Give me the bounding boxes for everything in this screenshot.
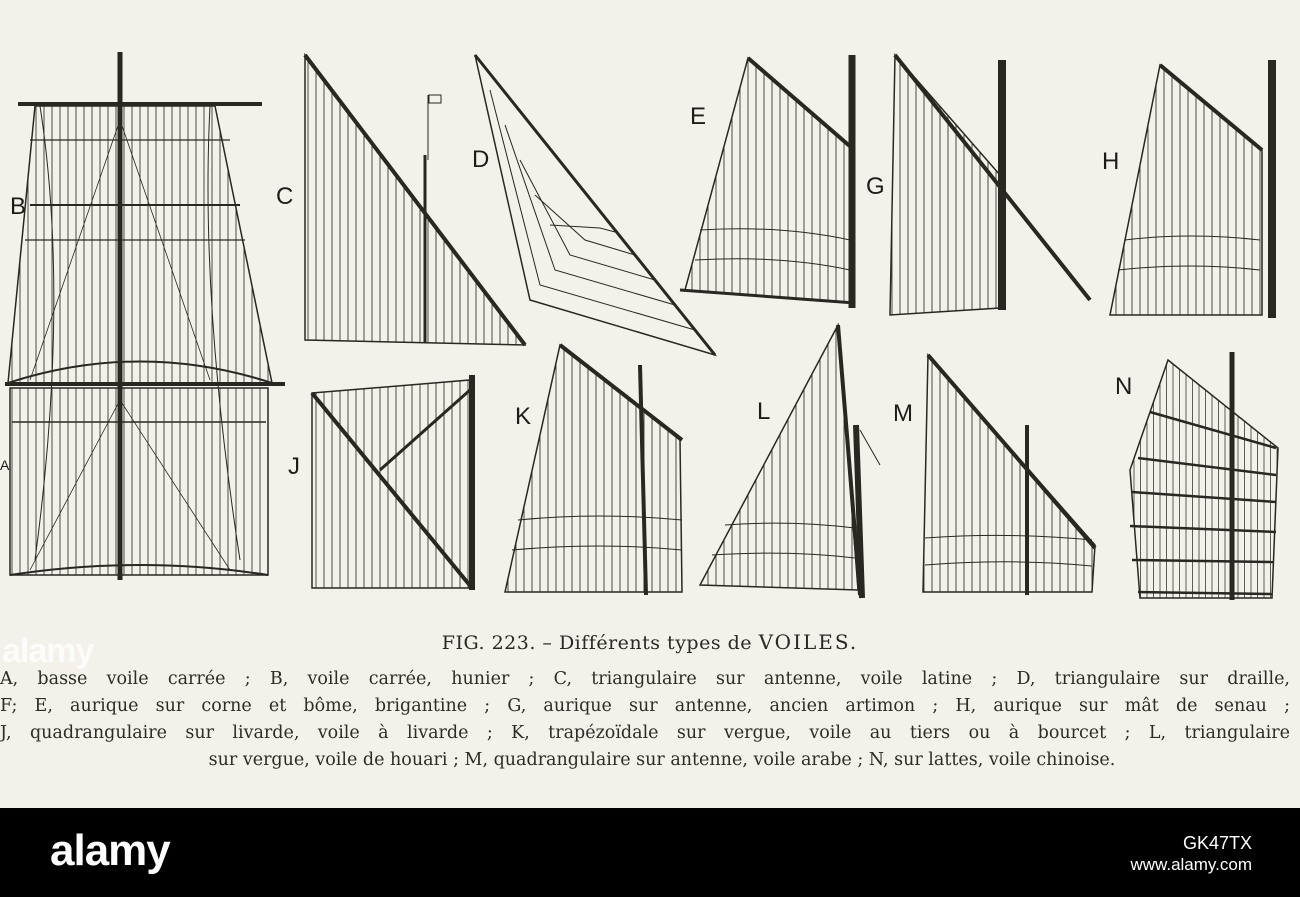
caption-line-4: sur vergue, voile de houari ; M, quadrangulaire sur antenne, voile arabe ; N, sur lattes, voile chinoise. (208, 750, 1116, 770)
sail-m-drawing (923, 355, 1095, 595)
figure-caption-text (0, 666, 1290, 774)
stock-image-id-block (1130, 832, 1252, 876)
alamy-logo: alamy (50, 826, 170, 875)
sail-e-drawing (680, 55, 855, 308)
label-g: G (866, 173, 885, 200)
label-j: J (288, 453, 300, 480)
figure-caption-title (0, 630, 1300, 654)
caption-line-2: F; E, aurique sur corne et bôme, brigantine ; G, aurique sur antenne, ancien artimon ; H, aurique sur mât de senau ; (0, 696, 1290, 716)
site-url: www.alamy.com (1130, 855, 1252, 874)
label-k: K (515, 403, 532, 430)
label-a: A (0, 457, 10, 473)
sail-l-drawing (700, 325, 880, 598)
caption-title-emph: VOILES. (758, 630, 859, 654)
sail-d-drawing (475, 55, 715, 355)
label-n: N (1115, 373, 1133, 400)
sail-k-drawing (505, 345, 682, 595)
sail-h-drawing (1110, 60, 1272, 318)
page-watermark: alamy (2, 632, 94, 670)
sail-j-drawing (312, 375, 472, 590)
label-c: C (276, 183, 294, 210)
label-e: E (690, 103, 707, 130)
label-b: B (10, 193, 27, 220)
image-id: GK47TX (1182, 833, 1252, 853)
sail-g-drawing (890, 55, 1090, 315)
stock-footer-bar (0, 808, 1300, 897)
label-d: D (472, 146, 490, 173)
caption-line-1: A, basse voile carrée ; B, voile carrée, hunier ; C, triangulaire sur antenne, voile latine ; D, triangulaire sur draille, (0, 669, 1290, 689)
square-sails-ab-drawing (5, 52, 285, 580)
sail-n-drawing (1130, 352, 1278, 600)
label-l: L (757, 398, 771, 425)
label-h: H (1102, 148, 1120, 175)
label-m: M (893, 400, 913, 427)
caption-line-3: J, quadrangulaire sur livarde, voile à livarde ; K, trapézoïdale sur vergue, voile au tiers ou à bourcet ; L, triangulaire (0, 723, 1290, 743)
caption-title-prefix: FIG. 223. – Différents types de (441, 632, 753, 654)
